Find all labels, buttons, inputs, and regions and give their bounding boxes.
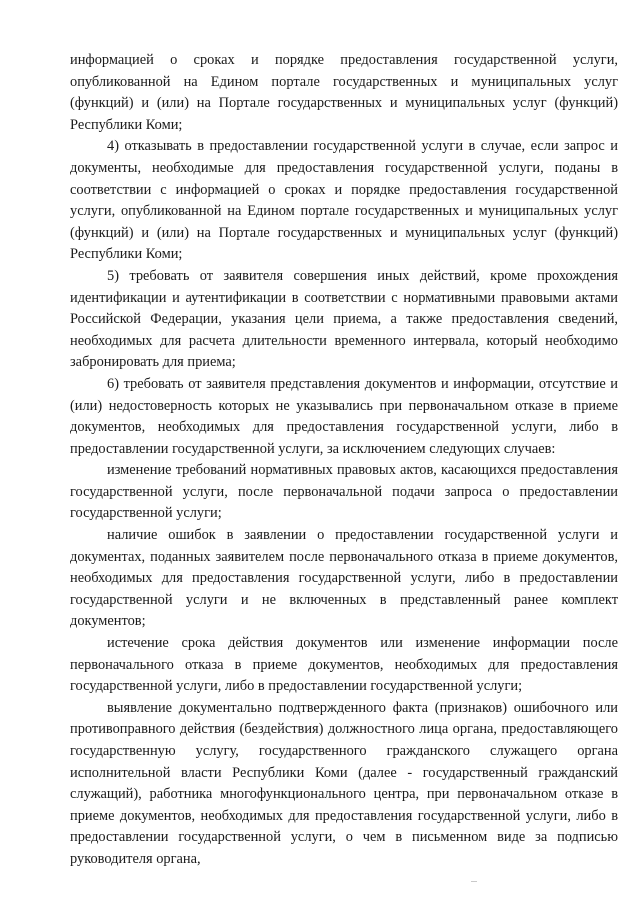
paragraph-case-requirements-change: изменение требований нормативных правовых актов, касающихся предоставления государственной услуги, после первоначальной подачи запроса о предоставлении государственной услуги;: [70, 462, 618, 522]
paragraph-case-expiry: истечение срока действия документов или изменение информации после первоначального отказа в приеме документов, необходимых для предоставления государственной услуги, либо в предоставлении государственной услуги;: [70, 635, 618, 695]
scan-mark: [471, 881, 477, 882]
paragraph-item-5: 5) требовать от заявителя совершения иных действий, кроме прохождения идентификации и аутентификации в соответствии с нормативными правовыми актами Российской Федерации, указания цели приема, а также предоставления сведений, необходимых для расчета длительности временного интервала, который необходимо забронировать для приема;: [70, 267, 618, 371]
paragraph-item-6: 6) требовать от заявителя представления документов и информации, отсутствие и (или) недостоверность которых не указывались при первоначальном отказе в приеме документов, необходимых для предоставления государственной услуги, либо в предоставлении государственной услуги, за исключением следующих случаев:: [70, 375, 618, 457]
paragraph-continuation: информацией о сроках и порядке предоставления государственной услуги, опубликованной на Едином портале государственных и муниципальных услуг (функций) и (или) на Портале государственных и муниципальных услуг (функций) Республики Коми;: [70, 52, 618, 133]
paragraph-case-violation: выявление документально подтвержденного факта (признаков) ошибочного или противоправного действия (бездействия) должностного лица органа, предоставляющего государственную услугу, государственного гражданского служащего органа исполнительной власти Республики Коми (далее - государственный гражданский служащий), работника многофункционального центра, при первоначальном отказе в приеме документов, необходимых для предоставления государственной услуги, либо в предоставлении государственной услуги, о чем в письменном виде за подписью руководителя органа,: [70, 699, 618, 867]
paragraph-case-errors: наличие ошибок в заявлении о предоставлении государственной услуги и документах, поданных заявителем после первоначального отказа в приеме документов, необходимых для предоставления государственной услуги, либо в предоставлении государственной услуги и не включенных в представленный ранее комплект документов;: [70, 527, 618, 630]
document-page: [70, 50, 618, 871]
paragraph-item-4: 4) отказывать в предоставлении государственной услуги в случае, если запрос и документы, необходимые для предоставления государственной услуги, поданы в соответствии с информацией о сроках и порядке предоставления государственной услуги, опубликованной на Едином портале государственных и муниципальных услуг (функций) и (или) на Портале государственных и муниципальных услуг (функций) Республики Коми;: [70, 138, 618, 263]
